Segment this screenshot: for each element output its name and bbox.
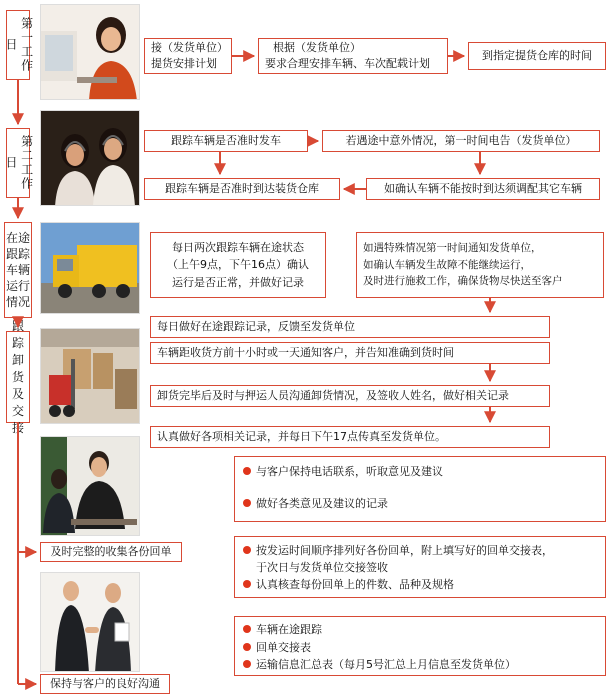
- step-notify-customer-box: [150, 342, 550, 364]
- receipt-item-1-text: 按发运时间顺序排列好各份回单，附上填写好的回单交接表，: [256, 544, 553, 557]
- truck-photo: [40, 222, 140, 314]
- stage-receipts: [40, 542, 182, 562]
- daily-tracking-line2: （上午9点，下午16点）确认: [167, 258, 309, 272]
- stage-transit-label: 在途跟踪车辆运行情况: [6, 231, 31, 309]
- warehouse-forklift-photo: [40, 328, 140, 424]
- arrival-tracking-text: 跟踪车辆是否准时到达装货仓库: [165, 182, 319, 196]
- stage-unload: [6, 318, 30, 435]
- step-notify-customer-text: 车辆距收货方前十小时或一天通知客户，并告知准确到货时间: [157, 346, 454, 360]
- pickup-plan-line1: 接（发货单位）: [151, 41, 228, 55]
- vehicle-schedule-box: [258, 38, 448, 74]
- stage-receipts-label: 及时完整的收集各份回单: [50, 544, 172, 558]
- special-situation-line3: 及时进行施救工作，确保货物尽快送至客户: [363, 275, 563, 288]
- receipt-item: [243, 542, 597, 559]
- step-fax-records-text: 认真做好各项相关记录，并每日下午17点传真至发货单位。: [157, 430, 446, 444]
- step-unload-communicate-box: [150, 385, 550, 407]
- warehouse-arrival-time-box: [468, 42, 606, 70]
- arrival-tracking-box: [144, 178, 340, 200]
- tracking-doc-1-text: 车辆在途跟踪: [256, 623, 322, 636]
- tracking-doc-item: [243, 656, 597, 674]
- handshake-photo: [40, 572, 140, 672]
- stage-relationship-label: 保持与客户的良好沟通: [50, 676, 160, 690]
- step-fax-records-box: [150, 426, 550, 448]
- stage-day2-label: 第二工作日: [4, 135, 34, 191]
- reallocate-vehicle-text: 如确认车辆不能按时到达须调配其它车辆: [384, 182, 582, 196]
- emergency-report-box: [322, 130, 600, 152]
- tracking-doc-item: [243, 639, 597, 657]
- tracking-doc-3-text: 运输信息汇总表（每月5号汇总上月信息至发货单位）: [256, 658, 516, 672]
- communication-item-2-text: 做好各类意见及建议的记录: [256, 496, 388, 510]
- receipt-collection-box: [234, 536, 606, 598]
- stage-relationship: [40, 674, 170, 694]
- bullet-dot-icon: [243, 499, 251, 507]
- pickup-plan-line2: 提货安排计划: [151, 57, 217, 70]
- departure-tracking-text: 跟踪车辆是否准时发车: [171, 134, 281, 148]
- bullet-dot-icon: [243, 467, 251, 475]
- communication-item: [243, 495, 597, 513]
- communication-item: [243, 463, 597, 481]
- reallocate-vehicle-box: [366, 178, 600, 200]
- receipt-item: [243, 576, 597, 593]
- communication-item-1-text: 与客户保持电话联系，听取意见及建议: [256, 465, 443, 478]
- stage-unload-label: 跟踪卸货及交接: [11, 318, 24, 435]
- daily-tracking-line3: 运行是否正常，并做好记录: [172, 275, 304, 289]
- bullet-dot-icon: [243, 546, 251, 554]
- woman-at-computer-photo: [40, 4, 140, 100]
- step-unload-communicate-text: 卸货完毕后及时与押运人员沟通卸货情况，及签收人姓名，做好相关记录: [157, 389, 509, 403]
- special-situation-line1: 如遇特殊情况第一时间通知发货单位，: [363, 241, 542, 254]
- daily-tracking-line1: 每日两次跟踪车辆在途状态: [172, 240, 304, 254]
- receipt-item-1-cont-text: 于次日与发货单位交接签收: [256, 561, 388, 575]
- warehouse-arrival-time-text: 到指定提货仓库的时间: [482, 49, 592, 63]
- vehicle-schedule-line1: 根据（发货单位）: [273, 41, 361, 55]
- tracking-documents-box: [234, 616, 606, 676]
- bullet-dot-icon: [243, 580, 251, 588]
- bullet-dot-icon: [243, 643, 251, 651]
- bullet-dot-icon: [243, 660, 251, 668]
- special-situation-box: [356, 232, 604, 298]
- stage-transit: [4, 222, 32, 318]
- call-center-operators-photo: [40, 110, 140, 206]
- step-record-feedback-text: 每日做好在途跟踪记录，反馈至发货单位: [157, 320, 355, 334]
- stage-day2: [4, 128, 34, 198]
- tracking-doc-2-text: 回单交接表: [256, 640, 311, 654]
- customer-communication-box: [234, 456, 606, 522]
- emergency-report-text: 若遇途中意外情况，第一时间电告（发货单位）: [345, 134, 577, 148]
- stage-day1-label: 第一工作日: [4, 17, 34, 73]
- stage-day1: [4, 10, 34, 80]
- tracking-doc-item: [243, 621, 597, 639]
- daily-tracking-box: [150, 232, 326, 298]
- business-meeting-photo: [40, 436, 140, 536]
- special-situation-line2: 如确认车辆发生故障不能继续运行，: [363, 258, 531, 271]
- receipt-item-2-text: 认真核查每份回单上的件数、品种及规格: [256, 578, 454, 592]
- bullet-dot-icon: [243, 625, 251, 633]
- vehicle-schedule-line2: 要求合理安排车辆、车次配载计划: [265, 57, 430, 70]
- pickup-plan-box: [144, 38, 232, 74]
- departure-tracking-box: [144, 130, 308, 152]
- receipt-item-cont: [243, 559, 597, 576]
- step-record-feedback-box: [150, 316, 550, 338]
